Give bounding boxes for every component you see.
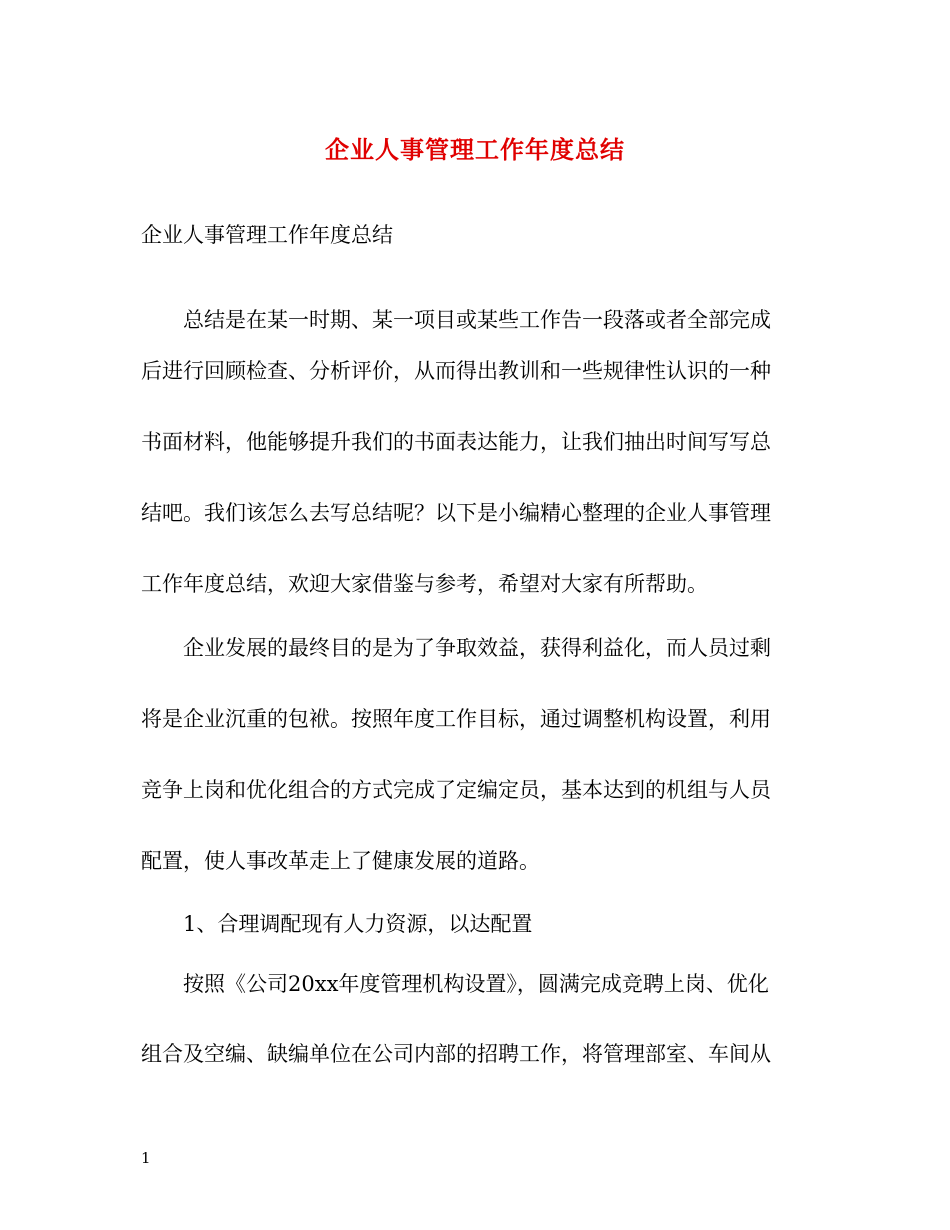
paragraph-2-line-4: 配置，使人事改革走上了健康发展的道路。 (141, 849, 540, 873)
paragraph-4-line-2: 组合及空编、缺编单位在公司内部的招聘工作，将管理部室、车间从 (141, 1042, 771, 1066)
paragraph-4-line-1: 按照《公司20xx年度管理机构设置》，圆满完成竞聘上岗、优化 (183, 972, 769, 996)
paragraph-1-line-1: 总结是在某一时期、某一项目或某些工作告一段落或者全部完成 (183, 308, 771, 332)
paragraph-1-line-4: 结吧。我们该怎么去写总结呢？以下是小编精心整理的企业人事管理 (141, 501, 771, 525)
document-title: 企业人事管理工作年度总结 (325, 135, 625, 164)
paragraph-2-line-2: 将是企业沉重的包袱。按照年度工作目标，通过调整机构设置，利用 (141, 707, 771, 731)
paragraph-1-line-5: 工作年度总结，欢迎大家借鉴与参考，希望对大家有所帮助。 (141, 572, 708, 596)
paragraph-2-line-3: 竞争上岗和优化组合的方式完成了定编定员，基本达到的机组与人员 (141, 778, 771, 802)
paragraph-1-line-3: 书面材料，他能够提升我们的书面表达能力，让我们抽出时间写写总 (141, 430, 771, 454)
paragraph-1-line-2: 后进行回顾检查、分析评价，从而得出教训和一些规律性认识的一种 (141, 359, 771, 383)
page-number: 1 (141, 1149, 151, 1167)
paragraph-2-line-1: 企业发展的最终目的是为了争取效益，获得利益化，而人员过剩 (183, 636, 771, 660)
document-subtitle: 企业人事管理工作年度总结 (141, 223, 393, 247)
section-heading-1: 1、合理调配现有人力资源，以达配置 (183, 912, 533, 936)
